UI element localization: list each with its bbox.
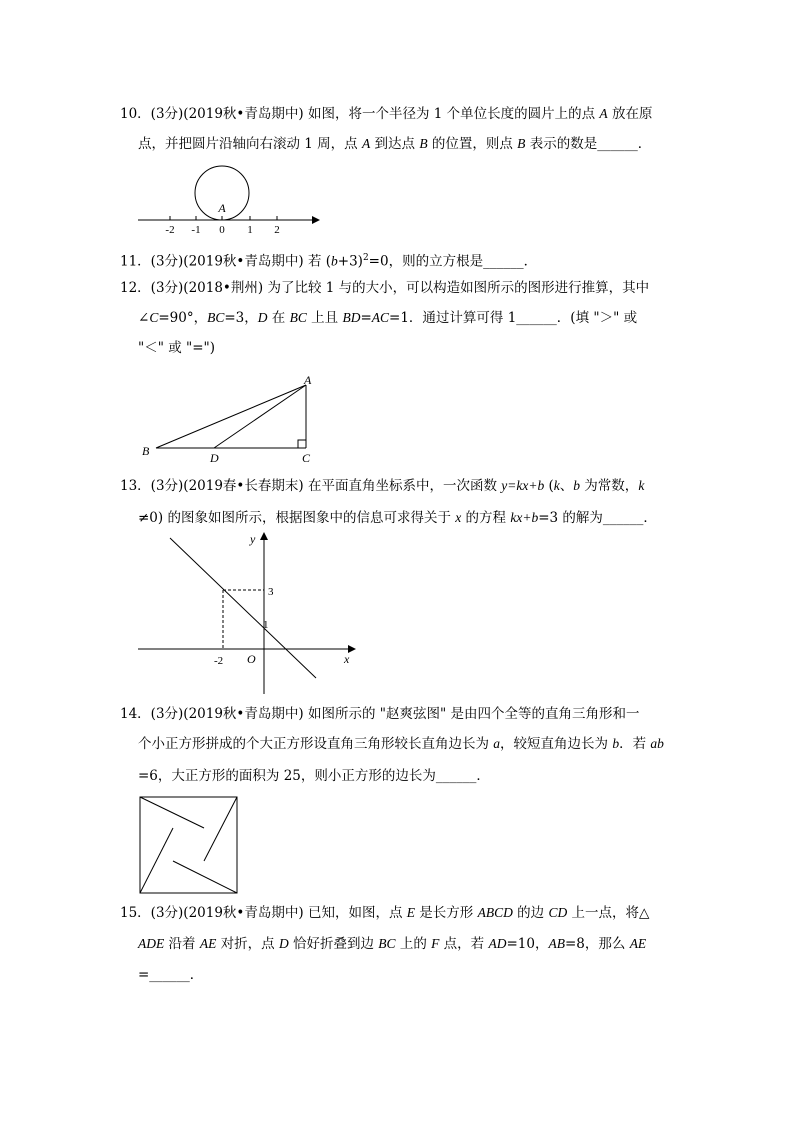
q15-text: =8，那么	[564, 936, 630, 952]
q14-line3	[138, 766, 490, 786]
var-CD: CD	[548, 905, 568, 920]
tick-label: -2	[165, 224, 175, 235]
q15-text: 上一点，将△	[567, 905, 650, 921]
q13-text: 为常数，	[580, 478, 639, 494]
q12-text: =90°，	[158, 310, 208, 326]
var-ABCD: ABCD	[477, 905, 513, 920]
point-A-label: A	[304, 373, 312, 387]
point-A-label: A	[218, 201, 226, 215]
q10-text: 的位置，则点	[427, 136, 518, 152]
q12-text: ∠	[138, 310, 150, 326]
var-D: D	[257, 310, 268, 325]
q14-text: 个小正方形拼成的个大正方形设直角三角形较长直角边长为	[138, 736, 494, 752]
var-AE: AE	[199, 936, 217, 951]
x-axis-label: x	[344, 652, 350, 666]
q15-text: 沿着	[164, 936, 200, 952]
var-A: A	[599, 106, 608, 121]
exponent: 2	[362, 253, 369, 263]
var-AB: AB	[548, 936, 565, 951]
q15-text: =10，	[506, 936, 549, 952]
tick-label-3: 3	[268, 586, 274, 598]
var-B: B	[517, 136, 526, 151]
point-C-label: C	[302, 451, 311, 465]
q13-line2	[138, 508, 657, 528]
q12-line1	[120, 278, 649, 298]
q12-line3	[138, 338, 215, 358]
q15-text: 上的	[395, 936, 432, 952]
q12-text: =3，	[224, 310, 258, 326]
q12-text: =1．通过计算可得 1______．(填 "＞" 或	[389, 310, 638, 326]
q15-text: =______．	[138, 967, 204, 983]
var-A: A	[361, 136, 371, 151]
q13-text: ≠0) 的图象如图所示，根据图象中的信息可求得关于	[138, 510, 456, 526]
var-BC: BC	[289, 310, 307, 325]
var-AC: AC	[371, 310, 390, 325]
q10-line2	[138, 134, 651, 154]
q14-line2	[138, 734, 664, 754]
var-BC: BC	[378, 936, 396, 951]
var-ADE: ADE	[138, 936, 165, 951]
var-ab: ab	[650, 736, 664, 751]
q15-line3	[138, 965, 203, 985]
tick-label-neg2: -2	[214, 655, 224, 667]
q10-text: 放在原	[607, 106, 653, 122]
q13-text: 13．(3分)(2019春•长春期末) 在平面直角坐标系中，一次函数	[120, 478, 502, 494]
var-b: b	[612, 736, 620, 751]
tick-label-1: 1	[263, 619, 269, 631]
y-axis-label: y	[250, 532, 256, 546]
var-F: F	[431, 936, 440, 951]
tick-label: 0	[219, 224, 225, 235]
point-B-label: B	[142, 444, 150, 458]
var-BD: BD	[342, 310, 361, 325]
q15-text: 的边	[512, 905, 549, 921]
q10-text: 点，并把圆片沿轴向右滚动 1 周，点	[138, 136, 362, 152]
equation: y=kx+b	[501, 478, 545, 493]
tick-label: 1	[247, 224, 253, 235]
var-BC: BC	[207, 310, 225, 325]
q10-text: 10．(3分)(2019秋•青岛期中) 如图，将一个半径为 1 个单位长度的圆片上的点	[120, 106, 600, 122]
q13-text: 的方程	[461, 510, 511, 526]
q14-text: =6，大正方形的面积为 25，则小正方形的边长为______．	[138, 768, 490, 784]
q11-text: 11．(3分)(2019秋•青岛期中) 若 (	[120, 253, 332, 270]
q15-text: 点，若	[439, 936, 489, 952]
q10-number-line-figure	[130, 160, 330, 235]
q15-line2	[138, 934, 646, 954]
q12-text: 在	[267, 310, 290, 326]
q13-text: 、	[559, 478, 574, 494]
var-E: E	[406, 905, 415, 920]
var-b: b	[573, 478, 581, 493]
q14-text: 14．(3分)(2019秋•青岛期中) 如图所示的 "赵爽弦图" 是由四个全等的直角三角形和一	[120, 706, 640, 722]
tick-label: -1	[191, 224, 201, 235]
q10-text: 表示的数是______．	[525, 136, 652, 152]
q12-line2	[138, 308, 637, 328]
q13-text: =3 的解为______．	[538, 510, 657, 526]
q14-line1	[120, 704, 639, 724]
var-B: B	[419, 136, 428, 151]
origin-label: O	[247, 652, 256, 666]
point-D-label: D	[210, 451, 219, 465]
equation: kx+b	[510, 510, 539, 525]
q11-line1	[120, 248, 537, 272]
var-AE: AE	[629, 936, 647, 951]
q14-zhaoshuang-figure	[138, 795, 242, 897]
var-AD: AD	[488, 936, 507, 951]
var-D: D	[278, 936, 289, 951]
q10-line1	[120, 104, 652, 124]
q10-text: 到达点	[370, 136, 420, 152]
var-k: k	[638, 478, 645, 493]
tick-label: 2	[274, 224, 280, 235]
q12-triangle-figure	[136, 370, 326, 465]
q13-coordinate-figure	[130, 528, 365, 698]
q12-text: 上且	[306, 310, 343, 326]
q15-line1	[120, 903, 649, 923]
q15-text: 是长方形	[415, 905, 478, 921]
q12-text: 12．(3分)(2018•荆州) 为了比较 1 与的大小，可以构造如图所示的图形进行推算，其中	[120, 280, 650, 296]
q13-text: (	[544, 478, 554, 494]
q15-text: 15．(3分)(2019秋•青岛期中) 已知，如图，点	[120, 905, 407, 921]
q14-text: ，较短直角边长为	[500, 736, 613, 752]
q12-text: =	[360, 310, 372, 326]
q11-text: +3)	[337, 253, 363, 270]
q14-text: ．若	[619, 736, 651, 752]
var-k: k	[553, 478, 560, 493]
q15-text: 恰好折叠到边	[288, 936, 379, 952]
q13-line1	[120, 476, 644, 496]
q12-text: "＜" 或 "=")	[138, 340, 215, 356]
var-a: a	[493, 736, 501, 751]
q11-text: =0，则的立方根是______．	[368, 253, 538, 270]
var-x: x	[455, 510, 462, 525]
var-b: b	[331, 253, 338, 269]
q15-text: 对折，点	[216, 936, 279, 952]
var-C: C	[149, 310, 159, 325]
